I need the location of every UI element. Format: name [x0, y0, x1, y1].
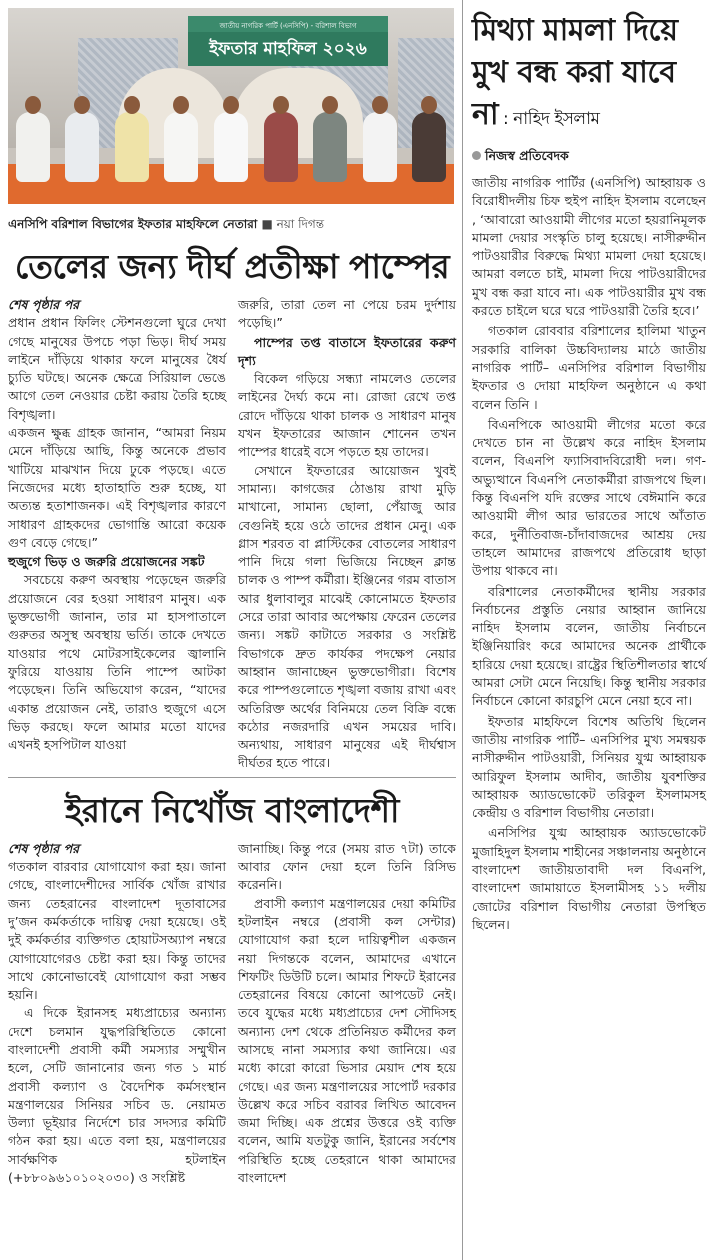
bullet-icon	[472, 151, 481, 160]
divider	[8, 777, 456, 778]
news-photo	[8, 8, 454, 204]
photo-caption: এনসিপি বরিশাল বিভাগের ইফতার মাহফিলে নেতারা ■ নয়া দিগন্ত	[8, 217, 325, 231]
photo-banner: জাতীয় নাগরিক পার্টি (এনসিপি) - বরিশাল বিভাগ ইফতার মাহফিল ২০২৬	[188, 16, 388, 66]
article-iran-body: শেষ পৃষ্ঠার পর গতকাল বারবার যোগাযোগ করা হয়। জানা গেছে, বাংলাদেশীদের সার্বিক খোঁজ রাখার জন্য তেহরানের বাংলাদেশ দূতাবাসের দু’জন কর্মকর্তাকে দায়িত্ব দেয়া হয়েছে। ওই দুই কর্মকর্তার ব্যক্তিগত হোয়াটসঅ্যাপ নম্বরে যোগাযোগেরও চেষ্টা করা হয়। কিন্তু তাদের সাথে কোনোভাবেই যোগাযোগ করা সম্ভব হয়নি। এ দিকে ইরানসহ মধ্যপ্রাচ্যের অন্যান্য দেশে চলমান যুদ্ধপরিস্থিতিতে কোনো বাংলাদেশী প্রবাসী কর্মী সমস্যার সম্মুখীন হলে, সেটি জানানোর জন্য গত ১ মার্চ প্রবাসী কল্যাণ ও বৈদেশিক কর্মসংস্থান মন্ত্রণালয়ের সিনিয়র সচিব ড. নেয়ামত উল্যা ভূইয়ার নির্দেশে চার সদস্যর কমিটি গঠন করা হয়। এতে বলা হয়, মন্ত্রণালয়ের সার্বক্ষণিক হটলাইন (+৮৮০৯৬১০১০২০৩০) ও সংশ্লিষ্ট জানাচ্ছি। কিন্তু পরে (সময় রাত ৭টা) তাকে আবার ফোন দেয়া হলে তিনি রিসিভ করেননি। প্রবাসী কল্যাণ মন্ত্রণালয়ের দেয়া কমিটির হটলাইন নম্বরে (প্রবাসী কল সেন্টার) যোগাযোগ করা হলে দায়িত্বশীল একজন নয়া দিগন্তকে বলেন, আমাদের এখানে শিফটিং ডিউটি চলে। আমার শিফটে ইরানের তেহরানের বিষয়ে কোনো আপডেট নেই। তবে যুদ্ধের মধ্যে মধ্যপ্রাচ্যের দেশ সৌদিসহ অন্যান্য দেশ থেকে প্রতিনিয়ত কর্মীদের কল আসছে নানা সমস্যার কথা জানিয়ে। এর মধ্যে কারো কারো ভিসার মেয়াদ শেষ হয়ে গেছে। এর জন্য মন্ত্রণালয়ের সাপোর্ট দরকার উল্লেখ করে সচিব বরাবর লিখিত আবেদন জমা দিচ্ছি। এক প্রশ্নের উত্তরে ওই ব্যক্তি বলেন, আমি যতটুকু জানি, ইরানের সর্বশেষ পরিস্থিতি হচ্ছে তেহরানে থাকা আমাদের বাংলাদেশ	[8, 840, 456, 1186]
column-divider	[462, 0, 463, 1260]
headline-iran: ইরানে নিখোঁজ বাংলাদেশী	[65, 790, 399, 830]
headline-oil: তেলের জন্য দীর্ঘ প্রতীক্ষা পাম্পের	[14, 247, 450, 286]
article-nahid: মিথ্যা মামলা দিয়ে মুখ বন্ধ করা যাবে না : নাহিদ ইসলাম নিজস্ব প্রতিবেদক জাতীয় নাগরিক পার্টির (এনসিপি) আহ্বায়ক ও বিরোধীদলীয় চিফ হুইপ নাহিদ ইসলাম বলেছেন , ‘আবারো আওয়ামী লীগের মতো হয়রানিমূলক মামলা দেয়ার সংস্কৃতি চালু হয়েছে। নাসীরুদ্দীন পাটওয়ারীর বিরুদ্ধে মিথ্যা মামলা দেয়া হয়েছে। আমরা বলতে চাই, মামলা দিয়ে পাটওয়ারীদের মুখ বন্ধ করা যাবে না। এক পাটওয়ারীর মুখ বন্ধ করতে চাইলে ঘরে ঘরে পাটওয়ারী তৈরি হবে।’ গতকাল রোববার বরিশালের হালিমা খাতুন সরকারি বালিকা উচ্চবিদ্যালয় মাঠে জাতীয় নাগরিক পার্টি– এনসিপির বরিশাল বিভাগীয় ইফতার ও দোয়া মাহফিল অনুষ্ঠানে এ কথা বলেন তিনি । বিএনপিকে আওয়ামী লীগের মতো করে দেখতে চান না উল্লেখ করে নাহিদ ইসলাম বলেন, বিএনপি ফ্যাসিবাদবিরোধী দল। গণ-অভ্যুত্থানে বিএনপি নেতাকর্মীরা রাজপথে ছিল। কিন্তু বিএনপি যদি রক্তের সাথে বেঈমানি করে আওয়ামী লীগ আর ভারতের সাথে আঁতাত করে, দুর্নীতিবাজ-চাঁদাবাজদের আশ্রয় দেয় তাহলে আমাদের রাজপথে প্রতিরোধ ছাড়া উপায় থাকবে না। বরিশালের নেতাকর্মীদের স্থানীয় সরকার নির্বাচনের প্রস্তুতি নেয়ার আহ্বান জানিয়ে নাহিদ ইসলাম বলেন, জাতীয় নির্বাচনে ইঞ্জিনিয়ারিং করে আমাদের অনেক প্রার্থীকে হারিয়ে দেয়া হয়েছে। রাষ্ট্রের স্থিতিশীলতার স্বার্থে আমরা সেটা মেনে নিয়েছি। কিন্তু স্থানীয় সরকার নির্বাচনে কোনো কারচুপি মেনে নেয়া হবে না। ইফতার মাহফিলে বিশেষ অতিথি ছিলেন জাতীয় নাগরিক পার্টি– এনসিপির মুখ্য সমন্বয়ক নাসীরুদ্দীন পাটওয়ারী, সিনিয়র যুগ্ম আহ্বায়ক আরিফুল ইসলাম আদীব, জাতীয় যুবশক্তির আহ্বায়ক অ্যাডভোকেট তরিকুল ইসলামসহ কেন্দ্রীয় ও বরিশাল বিভাগীয় নেতারা। এনসিপির যুগ্ম আহ্বায়ক অ্যাডভোকেট মুজাহিদুল ইসলাম শাহীনের সঞ্চালনায় অনুষ্ঠানে বাংলাদেশ জাতীয়তাবাদী দল বিএনপি, বাংলাদেশ জামায়াতে ইসলামীসহ ১১ দলীয় জোটের বরিশাল বিভাগীয় নেতারা উপস্থিত ছিলেন।	[472, 10, 706, 936]
left-section	[8, 8, 456, 1187]
byline: নিজস্ব প্রতিবেদক	[472, 148, 706, 168]
article-oil-body: শেষ পৃষ্ঠার পর প্রধান প্রধান ফিলিং স্টেশনগুলো ঘুরে দেখা গেছে মানুষের উপচে পড়া ভিড়। দীর্ঘ সময় লাইনে দাঁড়িয়ে থাকার ফলে মানুষের ধৈর্য চ্যুতি ঘটছে। অনেক ক্ষেত্রে সিরিয়াল ভেঙে আগে তেল নেওয়ার চেষ্টা করায় তৈরি হচ্ছে বিশৃঙ্খলা। একজন ক্ষুব্ধ গ্রাহক জানান, “আমরা নিয়ম মেনে দাঁড়িয়ে আছি, কিন্তু অনেকে প্রভাব খাটিয়ে মাঝখান দিয়ে ঢুকে পড়ছে। এতে নিজেদের মধ্যে হাতাহাতি শুরু হচ্ছে, যা অত্যন্ত হতাশাজনক। এই বিশৃঙ্খলার কারণে সাধারণ গ্রাহকদের ভোগান্তি আরো কয়েক গুণ বেড়ে গেছে।” হুজুগে ভিড় ও জরুরি প্রয়োজনের সঙ্কট সবচেয়ে করুণ অবস্থায় পড়েছেন জরুরি প্রয়োজনে বের হওয়া সাধারণ মানুষ। এক ভুক্তভোগী জানান, তার মা হাসপাতালে গুরুতর অসুস্থ অবস্থায় ভর্তি। তাকে দেখতে যাওয়ার পথে মোটরসাইকেলের জ্বালানি ফুরিয়ে যাওয়ায় তিনি পাম্পে আটকা পড়েছেন। তিনি অভিযোগ করেন, “যাদের একান্ত প্রয়োজন নেই, তারাও হুজুগে এসে ভিড় করছে। ফলে আমার মতো যাদের এখনই হসপিটাল যাওয়া জরুরি, তারা তেল না পেয়ে চরম দুর্দশায় পড়েছি।” পাম্পের তপ্ত বাতাসে ইফতারের করুণ দৃশ্য বিকেল গড়িয়ে সন্ধ্যা নামলেও তেলের লাইনের দৈর্ঘ্য কমে না। রোজা রেখে তপ্ত রোদে দাঁড়িয়ে থাকা চালক ও সাধারণ মানুষ যখন ইফতারের আজান শোনেন তখন পাম্পের ধারেই বসে পড়তে হয় তাদের। সেখানে ইফতারের আয়োজন খুবই সামান্য। কাগজের ঠোঙায় রাখা মুড়ি মাখানো, সামান্য ছোলা, পেঁয়াজু আর বেগুনিই হয়ে ওঠে তাদের প্রধান মেনু। এক গ্লাস শরবত বা প্লাস্টিকের বোতলের সাধারণ পানি দিয়ে গলা ভিজিয়ে নিচ্ছেন ক্লান্ত চালক ও পাম্প কর্মীরা। ইঞ্জিনের গরম বাতাস আর ধুলাবালুর মাঝেই কোনোমতে ইফতার সেরে তারা আবার অপেক্ষায় ফেরেন তেলের জন্য। সঙ্কট কাটাতে সরকার ও সংশ্লিষ্ট বিভাগকে দ্রুত কার্যকর পদক্ষেপ নেয়ার আহ্বান জানাচ্ছেন ভুক্তভোগীরা। বিশেষ করে পাম্পগুলোতে শৃঙ্খলা বজায় রাখা এবং অতিরিক্ত অর্থের বিনিময়ে তেল বিক্রি বন্ধে কঠোর নজরদারি এখন সময়ের দাবি। অন্যথায়, সাধারণ মানুষের এই দীর্ঘশ্বাস দীর্ঘতর হতে পারে।	[8, 297, 456, 771]
headline-nahid: মিথ্যা মামলা দিয়ে মুখ বন্ধ করা যাবে না : নাহিদ ইসলাম	[472, 13, 678, 132]
